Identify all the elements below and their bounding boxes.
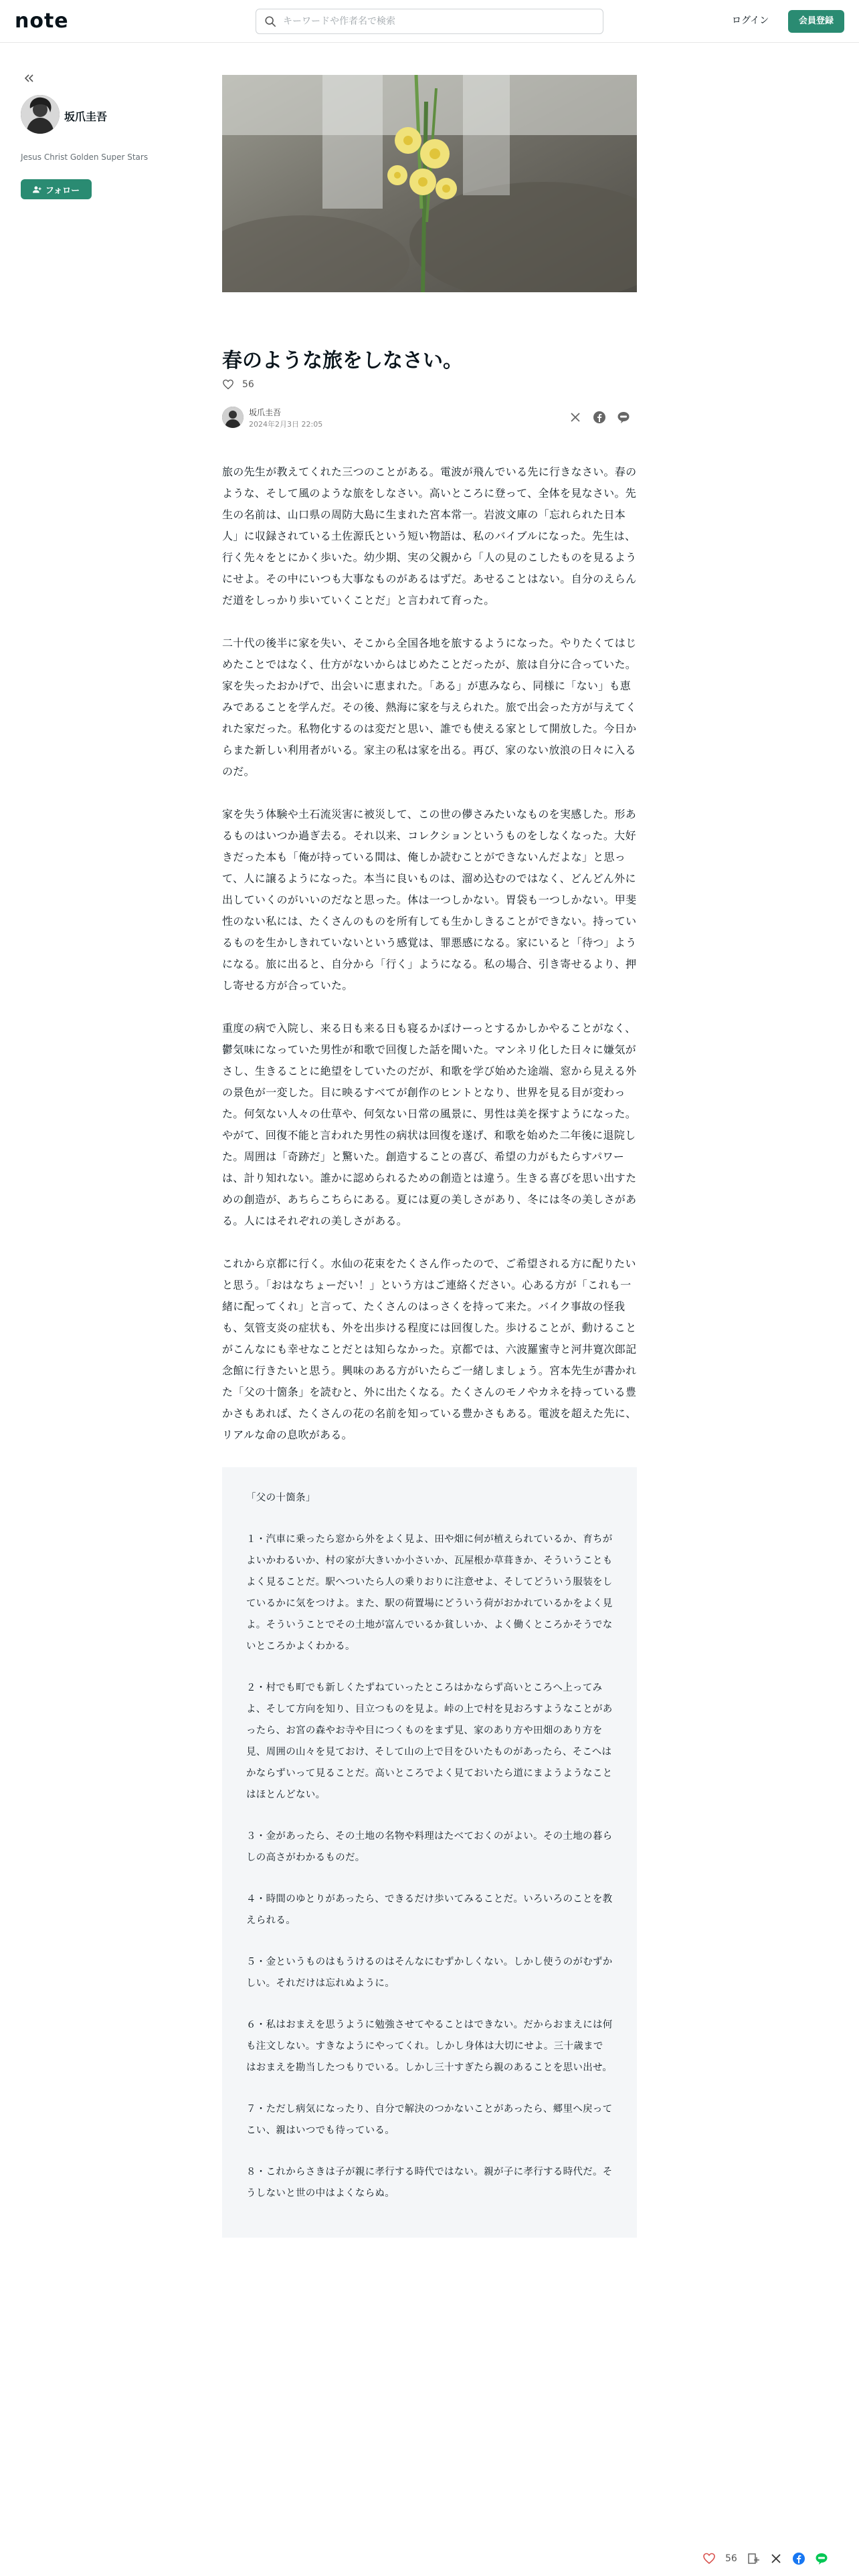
article-title: 春のような旅をしなさい。 — [222, 349, 463, 372]
paragraph: 重度の病で入院し、来る日も来る日も寝るかぼけーっとするかしかやることがなく、鬱気味になっていた男性が和歌で回復した話を聞いた。マンネリ化した日々に嫌気がさし、生きることに絶望をしていたのだが、和歌を学び始めた途端、窓から見える外の景色が一変した。目に映るすべてが創作のヒントとなり、世界を見る目が変わった。何気ない人々の仕草や、何気ない日常の風景に、男性は美を探すようになった。やがて、回復不能と言われた男性の病状は回復を遂げ、和歌を始めた二年後に退院した。周囲は「奇跡だ」と驚いた。創造することの喜び、希望の力がもたらすパワーは、計り知れない。誰かに認められるための創造とは違う。生きる喜びを思い出すための創造が、あちらこちらにある。夏には夏の美しさがあり、冬には冬の美しさがある。人にはそれぞれの美しさがある。 — [222, 1022, 637, 1227]
quote-item: ４・時間のゆとりがあったら、できるだけ歩いてみることだ。いろいろのことを教えられる。 — [246, 1894, 613, 1926]
author-name[interactable]: 坂爪圭吾 — [64, 110, 108, 123]
quote-item: ８・これからさきは子が親に孝行する時代ではない。親が子に孝行する時代だ。そうしないと世の中はよくならぬ。 — [246, 2167, 613, 2199]
search-input[interactable] — [283, 9, 591, 33]
paragraph: 二十代の後半に家を失い、そこから全国各地を旅するようになった。やりたくてはじめたことではなく、仕方がないからはじめたことだったが、旅は自分に合っていた。家を失ったおかげで、出会いに恵まれた。「ある」が恵みなら、同様に「ない」も恵みであることを学んだ。その後、熱海に家を与えられた。旅で出会った方が与えてくれた家だった。私物化するのは変だと思い、誰でも使える家として開放した。今日からまた新しい利用者がいる。家主の私は家を出る。再び、家のない放浪の日々に入るのだ。 — [222, 637, 637, 778]
x-share-icon[interactable] — [569, 411, 582, 424]
add-user-icon — [33, 185, 41, 194]
paragraph: 家を失う体験や土石流災害に被災して、この世の儚さみたいなものを実感した。形あるものはいつか過ぎ去る。それ以来、コレクションというものをしなくなった。大好きだった本も「俺が持っている間は、俺しか読むことができないんだよな」と思って、人に譲るようになった。本当に良いものは、溜め込むのではなく、どんどん外に出していくのがいいのだなと思った。体は一つしかない。胃袋も一つしかない。甲斐性のない私には、たくさんのものを所有しても生かしきることができない。持っているものを生かしきれていないという感覚は、罪悪感になる。家にいると「待つ」ようになる。旅に出ると、自分から「行く」ようになる。私の場合、引き寄せるより、押し寄せる方が合っていた。 — [222, 808, 637, 992]
publish-date: 2024年2月3日 22:05 — [249, 420, 323, 429]
quote-item: ７・ただし病気になったり、自分で解決のつかないことがあったら、郷里へ戻ってこい、親はいつでも待っている。 — [246, 2104, 613, 2136]
like-row[interactable] — [222, 379, 254, 391]
x-share-icon[interactable] — [769, 2552, 783, 2565]
follow-label: フォロー — [45, 185, 80, 196]
blockquote — [222, 1467, 637, 2238]
meta-author-name[interactable]: 坂爪圭吾 — [249, 408, 282, 417]
line-share-icon[interactable] — [617, 411, 630, 424]
facebook-share-icon[interactable] — [792, 2552, 805, 2565]
paragraph: これから京都に行く。水仙の花束をたくさん作ったので、ご希望される方に配りたいと思う。「おはなちょーだい！」という方はご連絡ください。心ある方が「これも一緒に配ってくれ」と言って、たくさんのはっさくを持って来た。バイク事故の怪我も、気管支炎の症状も、外を出歩ける程度には回復した。歩けることが、動けることがこんなにも幸せなことだとは知らなかった。京都では、六波羅蜜寺と河井寛次郎記念館に行きたいと思う。興味のある方がいたらご一緒しましょう。宮本先生が書かれた「父の十箇条」を読むと、外に出たくなる。たくさんのモノやカネを持っている豊かさもあれば、たくさんの花の名前を知っている豊かさもある。電波を超えた先に、リアルな命の息吹がある。 — [222, 1257, 637, 1441]
quote-item: ２・村でも町でも新しくたずねていったところはかならず高いところへ上ってみよ、そして方向を知り、目立つものを見よ。峠の上で村を見おろすようなことがあったら、お宮の森やお寺や目につくものをまず見、家のあり方や田畑のあり方を見、周囲の山々を見ておけ、そして山の上で目をひいたものがあったら、そこへはかならずいって見ることだ。高いところでよく見ておいたら道にまようようなことはほとんどない。 — [246, 1683, 613, 1800]
quote-title: 「父の十箇条」 — [246, 1493, 316, 1503]
follow-button[interactable] — [21, 179, 92, 199]
paragraph: 旅の先生が教えてくれた三つのことがある。電波が飛んでいる先に行きなさい。春のような、そして風のような旅をしなさい。高いところに登って、全体を見なさい。先生の名前は、山口県の周防大島に生まれた宮本常一。岩波文庫の「忘れられた日本人」に収録されている土佐源氏という短い物語は、私のバイブルになった。先生は、行く先々をとにかく歩いた。幼少期、実の父親から「人の見のこしたものを見るようにせよ。その中にいつも大事なものがあるはずだ。あせることはない。自分のえらんだ道をしっかり歩いていくことだ」と言われて育った。 — [222, 465, 637, 607]
search-icon — [264, 15, 276, 27]
bottom-like-count: 56 — [725, 2553, 737, 2564]
magazine-add-icon[interactable] — [747, 2552, 760, 2565]
like-count: 56 — [242, 379, 254, 390]
login-link[interactable]: ログイン — [732, 15, 769, 26]
note-logo[interactable]: note — [15, 9, 69, 33]
heart-icon[interactable] — [702, 2552, 716, 2565]
search-box[interactable] — [256, 9, 603, 34]
author-avatar[interactable] — [21, 95, 60, 134]
site-header — [0, 0, 859, 43]
quote-item: ３・金があったら、その土地の名物や料理はたべておくのがよい。その土地の暮らしの高さがわかるものだ。 — [246, 1831, 613, 1863]
quote-item: ６・私はおまえを思うように勉強させてやることはできない。だからおまえには何も注文しない。すきなようにやってくれ。しかし身体は大切にせよ。三十歳まではおまえを勘当したつもりでいる。しかし三十すぎたら親のあることを思い出せ。 — [246, 2020, 613, 2073]
author-bio: Jesus Christ Golden Super Stars — [21, 152, 149, 162]
article-body — [222, 461, 637, 2238]
hero-image — [222, 75, 637, 292]
floating-action-bar — [702, 2547, 828, 2571]
line-share-icon[interactable] — [815, 2552, 828, 2565]
signup-button[interactable]: 会員登録 — [788, 10, 844, 33]
share-icons — [569, 411, 630, 424]
facebook-share-icon[interactable] — [593, 411, 606, 424]
quote-item: １・汽車に乗ったら窓から外をよく見よ、田や畑に何が植えられているか、育ちがよいかわるいか、村の家が大きいか小さいか、瓦屋根か草葺きか、そういうこともよく見ることだ。駅へついたら人の乗りおりに注意せよ、そしてどういう服装をしているかに気をつけよ。また、駅の荷置場にどういう荷がおかれているかをよく見よ。そういうことでその土地が富んでいるか貧しいか、よく働くところかそうでないところかよくわかる。 — [246, 1534, 613, 1652]
meta-author-avatar[interactable] — [222, 407, 244, 428]
quote-item: ５・金というものはもうけるのはそんなにむずかしくない。しかし使うのがむずかしい。それだけは忘れぬように。 — [246, 1957, 613, 1989]
collapse-sidebar-icon[interactable] — [23, 72, 35, 84]
heart-icon[interactable] — [222, 379, 234, 391]
